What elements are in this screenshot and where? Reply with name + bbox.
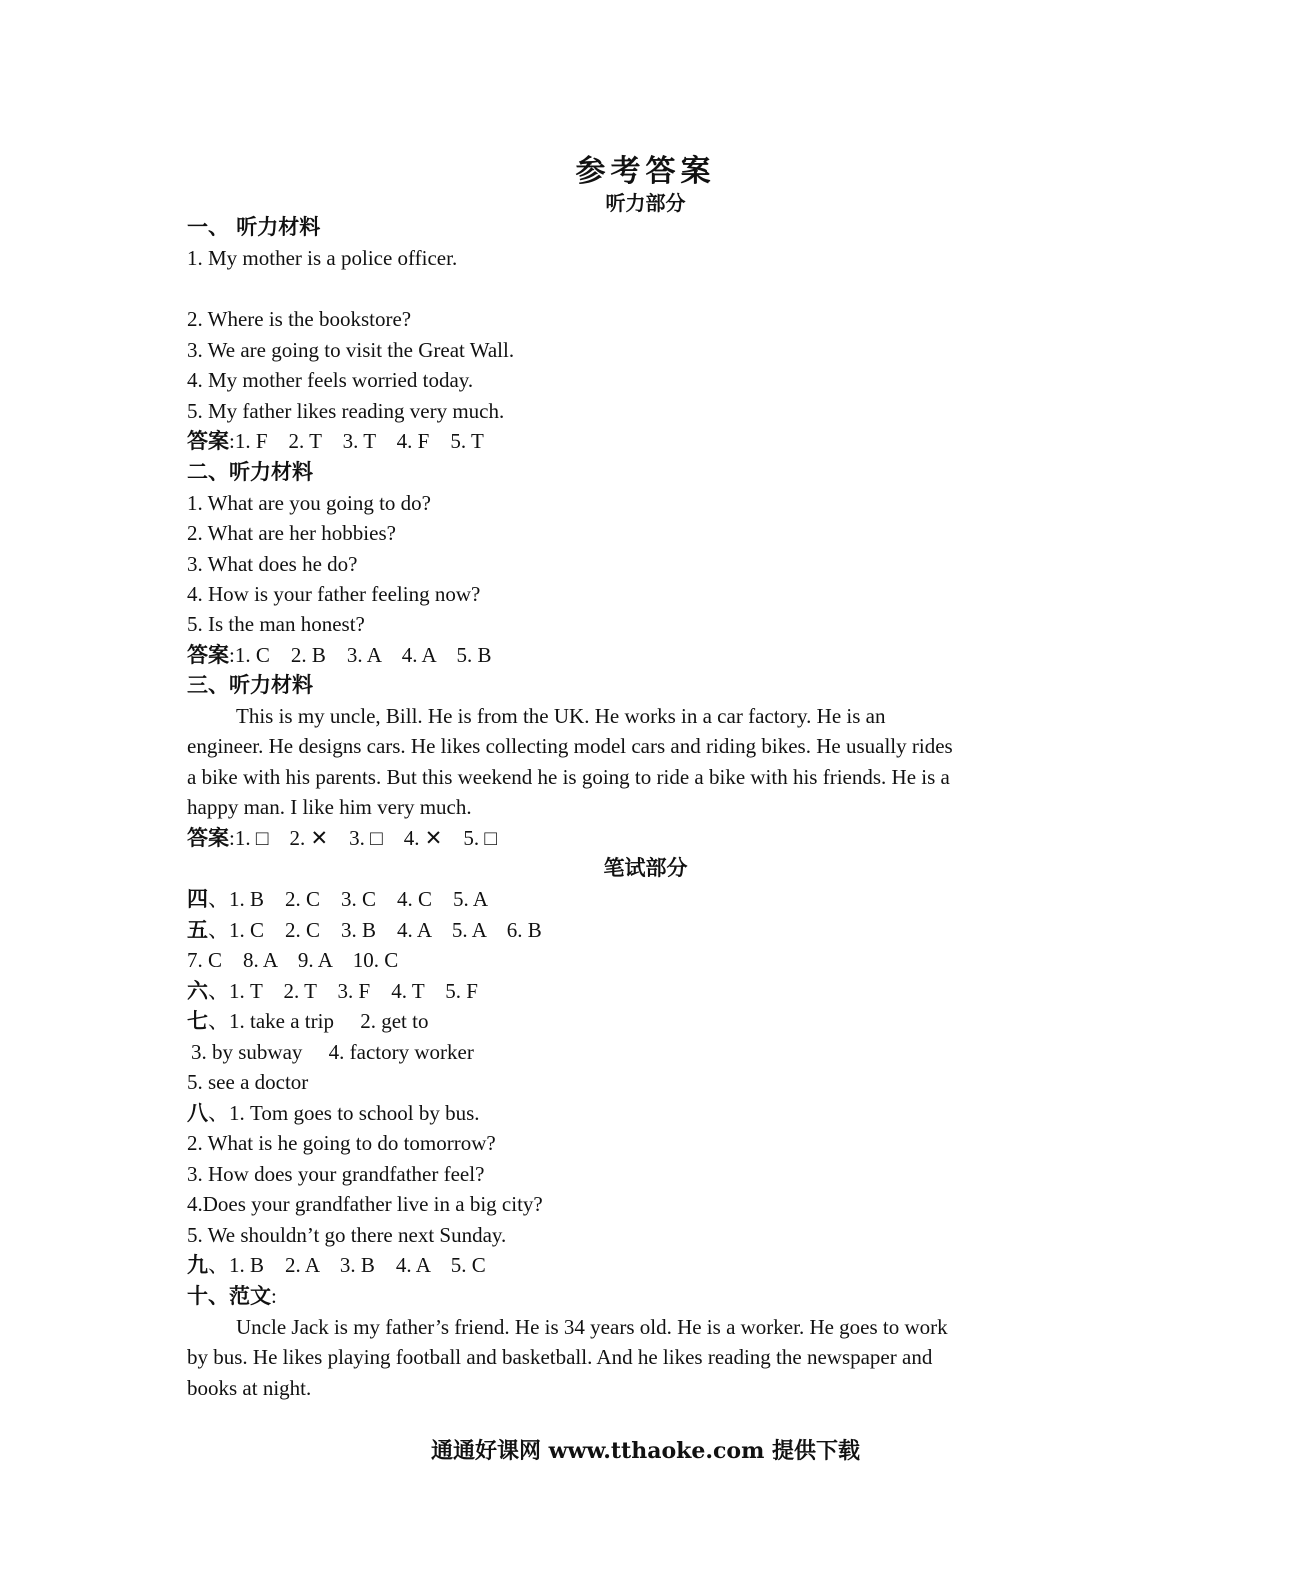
- list-item: 2. What is he going to do tomorrow?: [187, 1131, 496, 1155]
- written-section-title: 笔试部分: [603, 856, 688, 880]
- answer-values: 、1. Tom goes to school by bus.: [208, 1101, 480, 1125]
- answer-values: 、1. T 2. T 3. F 4. T 5. F: [208, 979, 478, 1003]
- section-9-answers: [187, 1250, 486, 1280]
- list-item: 1. My mother is a police officer.: [187, 246, 458, 270]
- section-6-answers: [187, 976, 478, 1006]
- section-7-line-3: 5. see a doctor: [187, 1070, 309, 1094]
- list-item: 1. What are you going to do?: [187, 491, 431, 515]
- list-item: 4. My mother feels worried today.: [187, 368, 474, 392]
- section-label: 六: [187, 979, 208, 1003]
- section-3-answers: [187, 823, 497, 853]
- answer-values: 、1. B 2. C 3. C 4. C 5. A: [208, 887, 489, 911]
- answer-values: 、1. take a trip 2. get to: [208, 1009, 429, 1033]
- list-item: 4. How is your father feeling now?: [187, 582, 481, 606]
- answer-values: 、1. C 2. C 3. B 4. A 5. A 6. B: [208, 918, 542, 942]
- section-1-heading: 一、 听力材料: [187, 215, 321, 239]
- section-label: 四: [187, 887, 208, 911]
- section-4-answers: [187, 884, 488, 914]
- answer-label: 答案: [187, 826, 229, 850]
- paragraph-line: engineer. He designs cars. He likes collecting model cars and riding bikes. He usually rides: [187, 734, 953, 758]
- answer-values: :1. □ 2. ✕ 3. □ 4. ✕ 5. □: [229, 826, 498, 850]
- section-7-line-2: 3. by subway 4. factory worker: [191, 1040, 474, 1064]
- list-item: 2. What are her hobbies?: [187, 521, 396, 545]
- list-item: 5. Is the man honest?: [187, 612, 365, 636]
- answer-label: 答案: [187, 429, 229, 453]
- page-title: 参考答案: [575, 154, 716, 189]
- list-item: 4.Does your grandfather live in a big city?: [187, 1192, 543, 1216]
- paragraph-line: happy man. I like him very much.: [187, 795, 472, 819]
- paragraph-line: Uncle Jack is my father’s friend. He is 34 years old. He is a worker. He goes to work: [236, 1315, 948, 1339]
- paragraph-line: books at night.: [187, 1376, 312, 1400]
- list-item: 3. We are going to visit the Great Wall.: [187, 338, 515, 362]
- section-1-answers: [187, 426, 484, 456]
- list-item: 3. What does he do?: [187, 552, 358, 576]
- section-5-answers-cont: 7. C 8. A 9. A 10. C: [187, 948, 399, 972]
- section-10-heading: [187, 1281, 277, 1311]
- paragraph-line: by bus. He likes playing football and basketball. And he likes reading the newspaper and: [187, 1345, 933, 1369]
- section-label: 九: [187, 1253, 208, 1277]
- list-item: 3. How does your grandfather feel?: [187, 1162, 485, 1186]
- answer-values: :1. F 2. T 3. T 4. F 5. T: [229, 429, 484, 453]
- list-item: 5. My father likes reading very much.: [187, 399, 505, 423]
- section-label: 五: [187, 918, 208, 942]
- section-2-heading: 二、听力材料: [187, 460, 313, 484]
- listening-section-title: 听力部分: [605, 191, 686, 215]
- answer-values: :1. C 2. B 3. A 4. A 5. B: [229, 643, 492, 667]
- heading-colon: :: [271, 1284, 277, 1308]
- footer-credit: 通通好课网 www.tthaoke.com 提供下载: [430, 1438, 861, 1464]
- section-2-answers: [187, 640, 492, 670]
- section-5-answers: [187, 915, 542, 945]
- list-item: 5. We shouldn’t go there next Sunday.: [187, 1223, 507, 1247]
- section-8-answers: [187, 1098, 480, 1128]
- answer-values: 、1. B 2. A 3. B 4. A 5. C: [208, 1253, 486, 1277]
- answer-label: 答案: [187, 643, 229, 667]
- section-label: 十、范文: [187, 1284, 271, 1308]
- section-7-answers: [187, 1006, 428, 1036]
- section-label: 八: [187, 1101, 208, 1125]
- paragraph-line: This is my uncle, Bill. He is from the UK. He works in a car factory. He is an: [236, 704, 886, 728]
- section-label: 七: [187, 1009, 208, 1033]
- section-3-heading: 三、听力材料: [187, 673, 313, 697]
- paragraph-line: a bike with his parents. But this weekend he is going to ride a bike with his friends. He is a: [187, 765, 950, 789]
- list-item: 2. Where is the bookstore?: [187, 307, 412, 331]
